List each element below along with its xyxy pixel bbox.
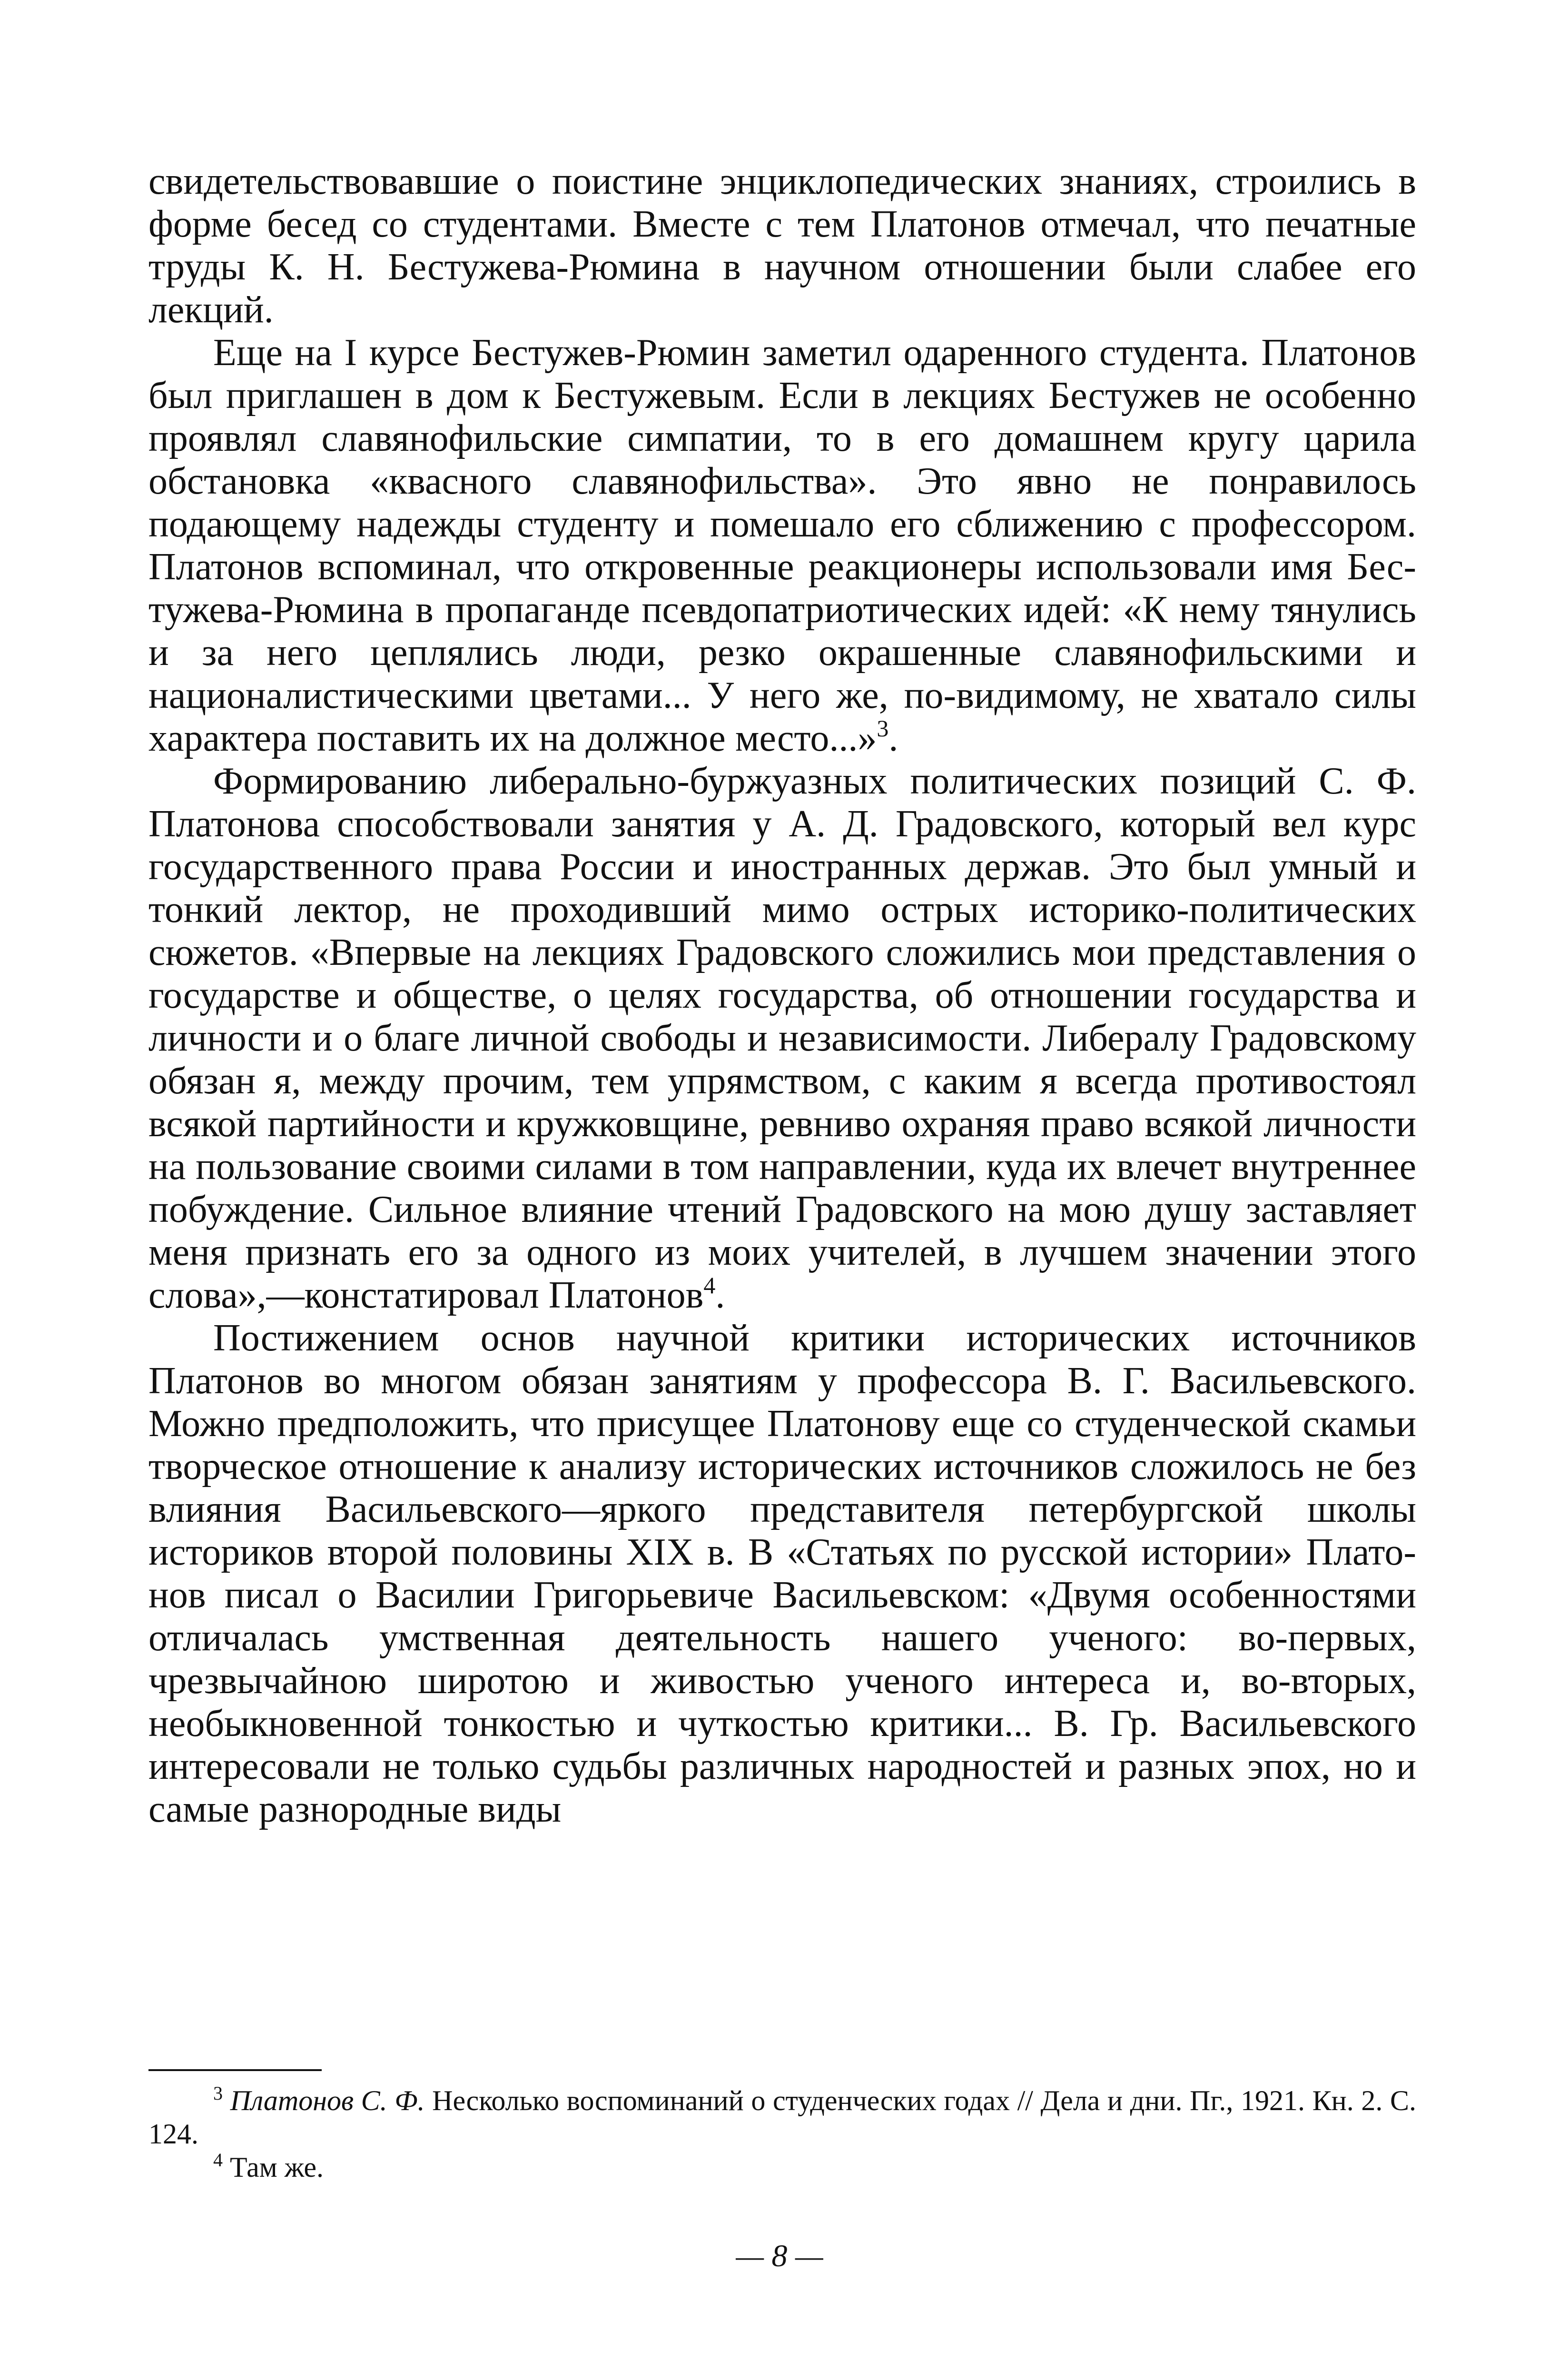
footnote-text: Несколько воспоминаний о студенческих годах // Дела и дни. Пг., 1921. Кн. 2. С. 124.	[148, 2085, 1417, 2150]
footnote-author: Платонов С. Ф.	[230, 2085, 425, 2116]
footnote-number: 4	[213, 2149, 223, 2171]
page-number: — 8 —	[736, 2239, 823, 2273]
footnote-text: Там же.	[223, 2152, 324, 2183]
paragraph-3	[148, 760, 1416, 1317]
footnote-3	[148, 2084, 1416, 2151]
footnote-number: 3	[213, 2082, 223, 2104]
paragraph-text: свидетельствовавшие о поистине энциклопедических знаниях, строились в форме бесед со студентами. Вместе с тем Платонов отмечал, что печатные труды К. Н. Бестужева-Рюмина в научном отношении были слабее его лекций.	[148, 160, 1416, 331]
paragraph-4	[148, 1317, 1416, 1831]
paragraph-text: Постижением основ научной критики исторических источников Платонов во многом обязан занятиям у профессора В. Г. Васильевского. Можно предположить, что присущее Платонову еще со студенческой скамьи творческое отношение к анализу исторических источников сложилось не без влияния Васильевского—яркого представителя петербургской школы историков второй половины XIX в. В «Статьях по русской истории» Платонов писал о Василии Григорьевиче Васильевском: «Двумя особенностями отличалась умственная деятельность нашего ученого: во-первых, чрезвычайною широтою и живостью ученого интереса и, во-вторых, необыкновенной тонкостью и чуткостью критики... В. Гр. Васильевского интересовали не только судьбы различных народностей и разных эпох, но и самые разнородные виды	[148, 1317, 1416, 1830]
paragraph-1	[148, 160, 1416, 331]
footnote-separator	[148, 2069, 322, 2071]
footnotes	[148, 2084, 1416, 2184]
paragraph-2	[148, 331, 1416, 760]
main-text	[148, 160, 1416, 1831]
footnote-4	[148, 2151, 1416, 2184]
footnote-ref: 3	[877, 715, 889, 742]
paragraph-tail: .	[715, 1274, 725, 1316]
paragraph-text: Формированию либерально-буржуазных политических позиций С. Ф. Платонова способствовали занятия у А. Д. Градовского, который вел курс государственного права России и иностранных держав. Это был умный и тонкий лектор, не проходивший мимо острых историко-политических сюжетов. «Впервые на лекциях Градовского сложились мои представления о государстве и обществе, о целях государства, об отношении государства и личности и о благе личной свободы и независимости. Либералу Градовскому обязан я, между прочим, тем упрямством, с каким я всегда противостоял всякой партийности и кружковщине, ревниво охраняя право всякой личности на пользование своими силами в том направлении, куда их влечет внутреннее побуждение. Сильное влияние чтений Градовского на мою душу заставляет меня признать его за одного из моих учителей, в лучшем значении этого слова»,—констатировал Платонов	[148, 760, 1416, 1316]
paragraph-tail: .	[888, 717, 898, 759]
paragraph-text: Еще на I курсе Бестужев-Рюмин заметил одаренного студента. Платонов был приглашен в дом к Бестужевым. Если в лекциях Бестужев не особенно проявлял славянофильские симпатии, то в его домашнем кругу царила обстановка «квасного славянофильства». Это явно не понравилось подающему надежды студенту и помешало его сближению с профессором. Платонов вспоминал, что откровенные реакционеры использовали имя Бестужева-Рюмина в пропаганде псевдопатриотических идей: «К нему тянулись и за него цеплялись люди, резко окрашенные славянофильскими и националистическими цветами... У него же, по-видимому, не хватало силы характера поставить их на должное место...»	[148, 332, 1416, 759]
footnote-ref: 4	[703, 1272, 716, 1299]
